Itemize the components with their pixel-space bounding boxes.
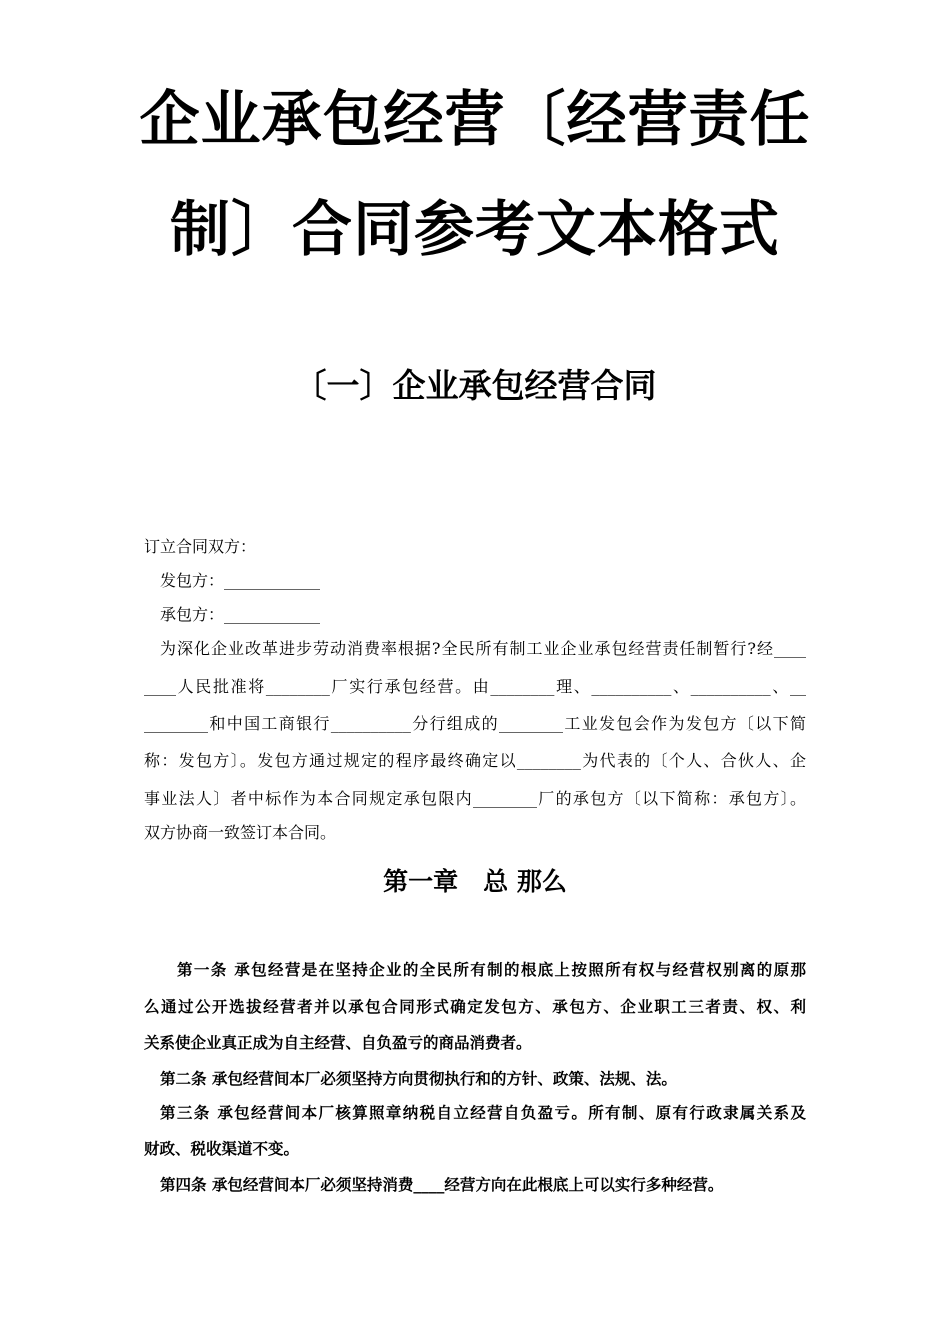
article-3-line: 财政、税收渠道不变。	[144, 1140, 300, 1158]
issuer-line: 发包方：____________	[160, 571, 321, 590]
document-title-line-2: 制〕合同参考文本格式	[170, 195, 780, 265]
article-1-line: 第一条 承包经营是在坚持企业的全民所有制的根底上按照所有权与经营权别离的原那	[177, 961, 806, 979]
preamble-line: ____人民批准将________厂实行承包经营。由________理、__________、__________、__	[144, 677, 806, 696]
preamble-line: 双方协商一致签订本合同。	[144, 823, 337, 842]
article-2: 第二条 承包经营间本厂必须坚持方向贯彻执行和的方针、政策、法规、法。	[160, 1070, 677, 1088]
preamble-line: 事业法人〕者中标作为本合同规定承包限内________厂的承包方〔以下简称：承包方〕。	[144, 789, 806, 808]
article-1-line: 关系使企业真正成为自主经营、自负盈亏的商品消费者。	[144, 1034, 532, 1052]
article-1-line: 么通过公开选拔经营者并以承包合同形式确定发包方、承包方、企业职工三者责、权、利	[144, 998, 806, 1016]
article-3-line: 第三条 承包经营间本厂核算照章纳税自立经营自负盈亏。所有制、原有行政隶属关系及	[160, 1104, 806, 1122]
parties-heading: 订立合同双方：	[144, 537, 257, 556]
preamble-line: ________和中国工商银行__________分行组成的________工业发包会作为发包方〔以下简	[144, 714, 806, 733]
document-title-line-1: 企业承包经营〔经营责任	[139, 85, 811, 155]
preamble-line: 称：发包方〕。发包方通过规定的程序最终确定以________为代表的〔个人、合伙人、企	[144, 751, 806, 770]
preamble-line: 为深化企业改革进步劳动消费率根据?全民所有制工业企业承包经营责任制暂行?经____	[160, 639, 806, 658]
article-4: 第四条 承包经营间本厂必须坚持消费____经营方向在此根底上可以实行多种经营。	[160, 1176, 724, 1194]
section-subtitle: 〔一〕企业承包经营合同	[293, 366, 657, 405]
contractor-line: 承包方：____________	[160, 605, 321, 624]
chapter-title: 第一章 总 那么	[383, 867, 567, 896]
